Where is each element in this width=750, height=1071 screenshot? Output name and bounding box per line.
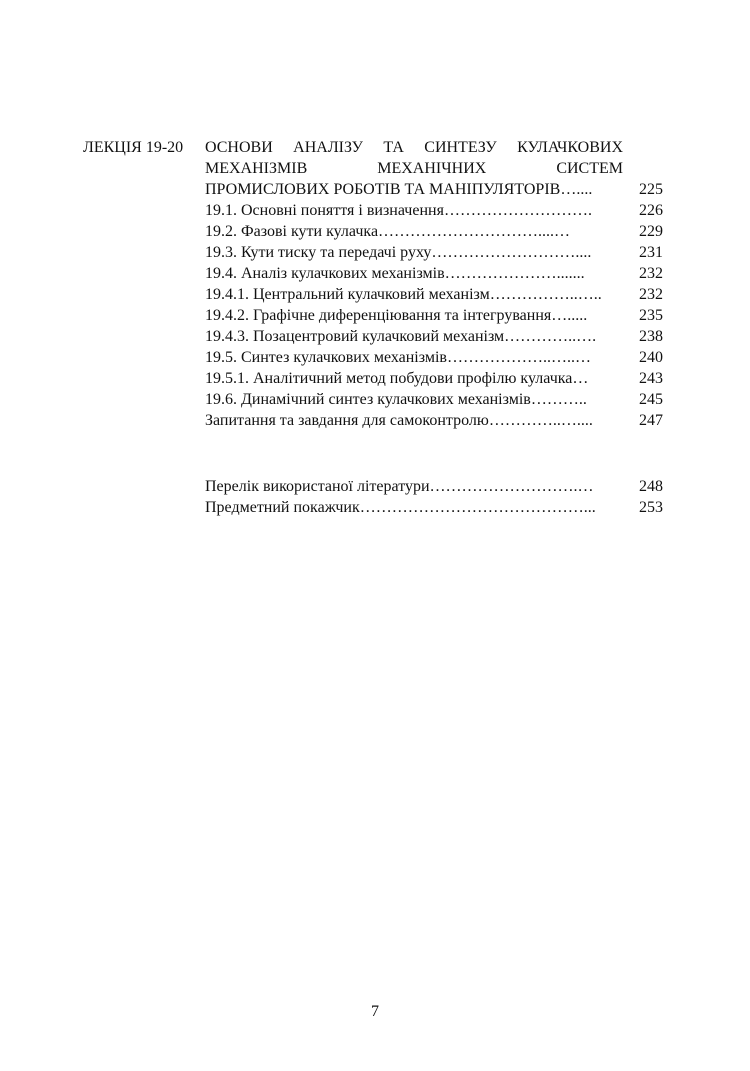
toc-entry-page: 229 <box>639 223 663 240</box>
toc-entry <box>205 263 663 284</box>
toc-entry <box>205 200 663 221</box>
appendix-entry-page: 253 <box>639 499 663 516</box>
toc-entry-text: 19.4.2. Графічне диференціювання та інтегрування…..... <box>205 307 588 324</box>
toc-entry-page: 238 <box>639 328 663 345</box>
toc-entry-text: 19.4.3. Позацентровий кулачковий механізм…………..…. <box>205 328 597 345</box>
lecture-title-line-3: ПРОМИСЛОВИХ РОБОТІВ ТА МАНІПУЛЯТОРІВ….... <box>205 181 593 198</box>
toc-entry <box>205 284 663 305</box>
appendix-entry-text: Перелік використаної літератури……………………….… <box>205 478 594 495</box>
toc-entry <box>205 389 663 410</box>
toc-entry-page: 231 <box>639 244 663 261</box>
toc-entry-text: 19.3. Кути тиску та передачі руху……………………….... <box>205 244 592 261</box>
toc-entry <box>205 221 663 242</box>
toc-entry-page: 232 <box>639 286 663 303</box>
appendix-entry <box>205 476 663 497</box>
lecture-title <box>205 137 623 179</box>
toc-entry <box>205 305 663 326</box>
toc-entry-page: 235 <box>639 307 663 324</box>
lecture-label: ЛЕКЦІЯ 19-20 <box>83 139 184 156</box>
toc-entry-page: 232 <box>639 265 663 282</box>
toc-entry-page: 247 <box>639 412 663 429</box>
page-number: 7 <box>371 1003 379 1020</box>
lecture-title-last-line <box>205 179 663 200</box>
toc-entry-text: 19.5.1. Аналітичний метод побудови профілю кулачка… <box>205 370 589 387</box>
toc-entry <box>205 410 663 431</box>
toc-entry-page: 245 <box>639 391 663 408</box>
toc-entry <box>205 326 663 347</box>
appendix-entry-page: 248 <box>639 478 663 495</box>
appendix-entry-text: Предметний покажчик……………………………………... <box>205 499 596 516</box>
toc-entry-page: 226 <box>639 202 663 219</box>
toc-entry <box>205 347 663 368</box>
toc-entry-page: 243 <box>639 370 663 387</box>
toc-entry-text: Запитання та завдання для самоконтролю…………..….... <box>205 412 593 429</box>
lecture-title-line-2: МЕХАНІЗМІВ МЕХАНІЧНИХ СИСТЕМ <box>205 160 623 177</box>
toc-entry-text: 19.4.1. Центральний кулачковий механізм……………..….. <box>205 286 602 303</box>
toc-entry-text: 19.4. Аналіз кулачкових механізмів…………………....... <box>205 265 585 282</box>
lecture-title-page: 225 <box>639 181 663 198</box>
toc-entry <box>205 368 663 389</box>
toc-entry <box>205 242 663 263</box>
toc-entry-text: 19.5. Синтез кулачкових механізмів………………..…..… <box>205 349 591 366</box>
toc-entry-text: 19.1. Основні поняття і визначення………………………. <box>205 202 592 219</box>
toc-entry-page: 240 <box>639 349 663 366</box>
appendix-entry <box>205 497 663 518</box>
toc-entry-text: 19.6. Динамічний синтез кулачкових механізмів……….. <box>205 391 587 408</box>
lecture-title-line-1: ОСНОВИ АНАЛІЗУ ТА СИНТЕЗУ КУЛАЧКОВИХ <box>205 139 623 156</box>
toc-entry-text: 19.2. Фазові кути кулачка…………………………....… <box>205 223 571 240</box>
